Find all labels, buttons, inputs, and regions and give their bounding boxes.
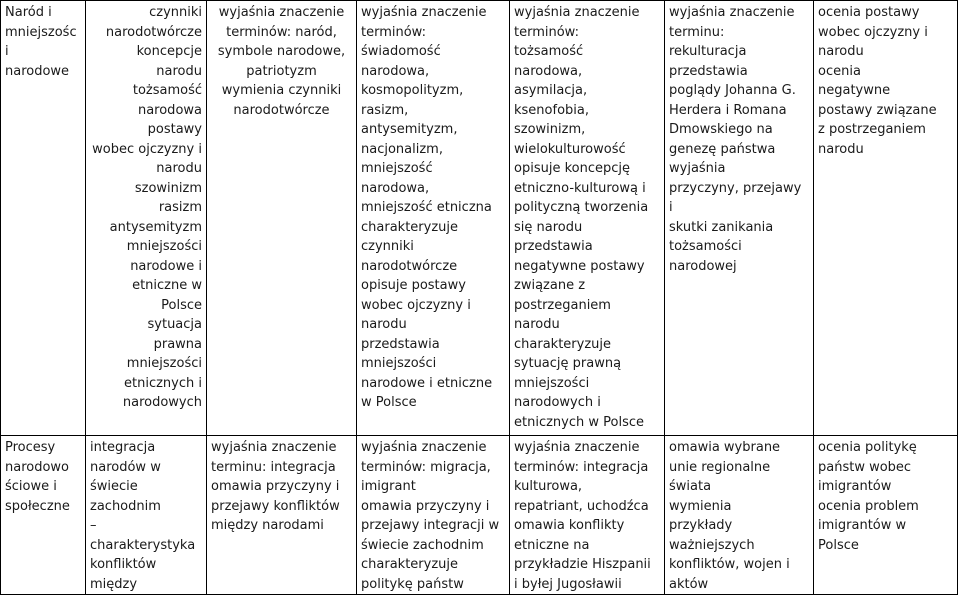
cell-text-line: wyjaśnia znaczenie [514,440,640,455]
cell-text-line: Herdera i Romana [669,102,787,118]
cell-text-line: antysemityzm [109,219,202,235]
cell-text-line: narodowej [669,258,737,274]
cell-text-line: przykładzie Hiszpanii [514,557,651,572]
cell-text-line: wymienia czynniki [221,83,342,98]
table-cell [665,436,814,595]
cell-text-line: rasizm, [361,102,409,118]
cell-text-line: Naród i [5,5,52,20]
cell-text-line: narodu [818,44,864,59]
cell-text-line: wyjaśnia [669,161,726,176]
cell-text-line: polityczną tworzenia [514,200,649,215]
cell-text-line: przejawy konfliktów [211,498,340,514]
cell-text-line: narodu [514,317,560,332]
cell-text-line: ważniejszych [669,537,755,553]
cell-text-line: narodu [156,161,202,176]
cell-text-line: etnicznych i [124,375,202,391]
cell-text-line: narodotwórcze [233,102,330,118]
cell-text-line: omawia przyczyny i [211,479,340,494]
cell-text-line: ocenia [818,63,861,79]
cell-text-line: charakteryzuje [514,336,611,352]
cell-text-line: przedstawia [514,239,593,254]
cell-text-line: wyjaśnia znaczenie [211,440,337,455]
cell-text-line: wyjaśnia znaczenie [218,5,345,20]
cell-text-line: i [5,44,9,59]
cell-text-line: przykłady [669,518,733,533]
table-cell [207,1,357,436]
cell-text-line: omawia wybrane [669,440,781,455]
cell-text-line: ocenia politykę [818,440,917,455]
cell-text-line: asymilacja, [514,83,588,98]
cell-text-line: z postrzeganiem [818,122,926,137]
cell-text-line: imigrantów w [818,518,907,533]
cell-text-line: postrzeganiem [514,297,611,313]
cell-text-line: świecie [90,479,138,494]
cell-text-line: wobec ojczyzny i [818,24,928,40]
cell-text-line: opisuje koncepcję [514,161,630,176]
table-cell [86,436,207,595]
table-cell [357,436,510,595]
cell-text-line: skutki zanikania [669,219,774,235]
cell-text-line: terminu: [669,24,725,40]
cell-text-line: narodowe [5,63,70,79]
table-cell [510,436,665,595]
cell-text-line: między [90,576,138,592]
cell-text-line: przejawy integracji w [361,518,500,533]
cell-text-line: narodowe i etniczne [361,375,493,391]
cell-text-line: terminów: integracja [514,459,649,475]
cell-text-line: wymienia [669,498,732,514]
cell-text-line: omawia przyczyny i [361,498,490,514]
cell-text-line: imigrantów [818,479,892,494]
cell-text-line: patriotyzm [246,63,317,79]
cell-text-line: przedstawia [669,63,748,79]
cell-text-line: aktów [669,576,709,592]
cell-text-line: koncepcje [136,44,202,59]
cell-text-line: sytuację prawną [514,356,622,371]
cell-text-line: unie regionalne [669,459,771,475]
cell-text-line: antysemityzm, [361,122,458,137]
table-cell [1,436,86,595]
cell-text-line: tożsamość [132,83,202,98]
cell-text-line: zachodnim [90,498,161,514]
cell-text-line: ksenofobia, [514,102,589,118]
cell-text-line: mniejszości [126,356,202,371]
cell-text-line: wyjaśnia znaczenie [361,5,487,20]
cell-text-line: nacjonalizm, [361,141,443,157]
cell-text-line: czynniki [361,239,414,254]
table-cell [207,436,357,595]
cell-text-line: negatywne postawy [514,258,645,274]
cell-text-line: – [90,518,97,533]
cell-text-line: etnicznych w Polsce [514,414,644,430]
cell-text-line: związane z [514,278,586,293]
cell-text-line: charakteryzuje [361,219,458,235]
cell-text-line: mniejszości [514,375,590,391]
cell-text-line: etniczno-kulturową i [514,180,646,196]
cell-text-line: narodowych i [514,395,601,410]
cell-text-line: tożsamość [514,44,584,59]
cell-text-line: ocenia problem [818,498,919,514]
cell-text-line: narodotwórcze [361,258,458,274]
cell-text-line: terminu: integracja [211,459,336,475]
cell-text-line: postawy [147,122,202,137]
cell-text-line: narodów w [90,459,161,475]
table-cell [665,1,814,436]
cell-text-line: Polsce [161,297,202,313]
cell-text-line: rasizm [158,200,202,215]
cell-text-line: narodu [156,63,202,79]
cell-text-line: ocenia postawy [818,5,920,20]
cell-text-line: między narodami [211,518,324,533]
cell-text-line: terminów: [361,24,426,40]
cell-text-line: postawy związane [818,102,937,118]
cell-text-line: kulturowa, [514,479,583,494]
cell-text-line: etniczne w [132,278,202,293]
cell-text-line: charakteryzuje [361,557,458,572]
cell-text-line: konfliktów [90,557,157,572]
cell-text-line: wyjaśnia znaczenie [514,5,640,20]
cell-text-line: świadomość [361,44,441,59]
cell-text-line: terminów: naród, [226,24,337,40]
cell-text-line: Procesy [5,440,56,455]
cell-text-line: świecie zachodnim [361,537,484,553]
cell-text-line: narodowa, [361,180,430,196]
cell-text-line: Dmowskiego na [669,122,773,137]
cell-text-line: wyjaśnia znaczenie [361,440,487,455]
cell-text-line: charakterystyka [90,537,196,553]
cell-text-line: mniejszość etniczna [361,200,492,215]
cell-text-line: narodu [361,317,407,332]
cell-text-line: i byłej Jugosławii [514,576,622,592]
cell-text-line: państw wobec [818,459,912,475]
cell-text-line: prawna [153,336,202,352]
table-row [1,1,958,436]
cell-text-line: etniczne na [514,537,590,553]
cell-text-line: narodowa, [361,63,430,79]
cell-text-line: mniejszość [361,161,433,176]
cell-text-line: kosmopolityzm, [361,83,464,98]
cell-text-line: społeczne [5,498,70,514]
table-cell [86,1,207,436]
cell-text-line: wyjaśnia znaczenie [669,5,795,20]
cell-text-line: czynniki [149,5,202,20]
cell-text-line: tożsamości [669,239,742,254]
cell-text-line: mniejszości [126,239,202,254]
table-cell [510,1,665,436]
cell-text-line: szowinizm [134,180,202,196]
cell-text-line: terminów: [514,24,579,40]
cell-text-line: świata [669,479,712,494]
cell-text-line: się narodu [514,219,583,235]
cell-text-line: narodu [818,141,864,157]
cell-text-line: genezę państwa [669,141,776,157]
table-cell [814,1,958,436]
cell-text-line: terminów: migracja, [361,459,491,475]
cell-text-line: mniejszośc [5,24,77,40]
table-cell [814,436,958,595]
cell-text-line: wobec ojczyzny i [92,141,202,157]
cell-text-line: wobec ojczyzny i [361,297,471,313]
cell-text-line: politykę państw [361,576,464,592]
cell-text-line: wielokulturowość [514,141,626,157]
table-cell [357,1,510,436]
cell-text-line: opisuje postawy [361,278,466,293]
cell-text-line: narodowo [5,459,70,475]
cell-text-line: rekulturacja [669,44,747,59]
cell-text-line: przedstawia [361,336,440,352]
cell-text-line: narodowa, [514,63,583,79]
cell-text-line: repatriant, uchodźca [514,498,649,514]
cell-text-line: ściowe i [5,479,57,494]
cell-text-line: negatywne [818,83,891,98]
cell-text-line: narodotwórcze [105,24,202,40]
cell-text-line: przyczyny, przejawy i [669,180,806,215]
cell-text-line: sytuacja [147,317,202,332]
table-row [1,436,958,595]
cell-text-line: symbole narodowe, [217,44,346,59]
cell-text-line: narodowych [122,395,202,410]
cell-text-line: poglądy Johanna G. [669,83,796,98]
cell-text-line: w Polsce [361,395,417,410]
cell-text-line: mniejszości [361,356,437,371]
table-cell [1,1,86,436]
cell-text-line: narodowa [137,102,202,118]
cell-text-line: integracja [90,440,156,455]
cell-text-line: Polsce [818,537,859,553]
cell-text-line: szowinizm, [514,122,586,137]
cell-text-line: imigrant [361,479,416,494]
cell-text-line: konfliktów, wojen i [669,557,790,572]
cell-text-line: narodowe i [130,258,202,274]
cell-text-line: omawia konflikty [514,518,625,533]
